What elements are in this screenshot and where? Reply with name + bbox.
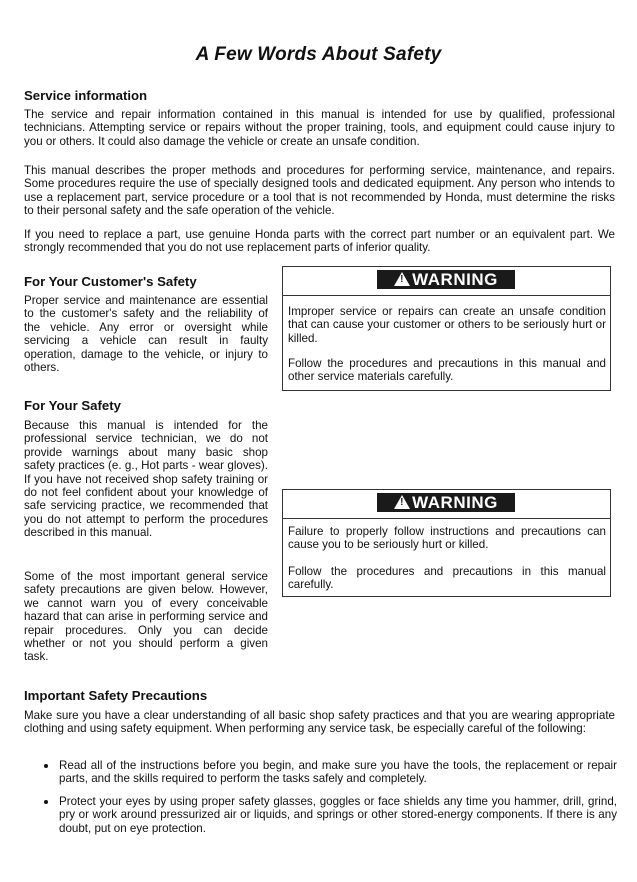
exclamation-triangle-icon: ! — [394, 272, 410, 286]
page-title: A Few Words About Safety — [195, 44, 442, 65]
warning-1-text-1: Improper service or repairs can create an unsafe condition that can cause your customer or others to be seriously hurt or killed. — [288, 305, 606, 345]
your-safety-paragraph-2: Some of the most important general service safety precautions are given below. However, we cannot warn you of every conceivable hazard that can arise in performing service and repair procedures. Only you can decide whether or not you should perform a given task. — [24, 570, 268, 664]
warning-divider-1 — [283, 295, 610, 296]
customer-safety-paragraph: Proper service and maintenance are essential to the customer's safety and the reliability of the vehicle. Any error or oversight while servicing a vehicle can result in faulty operation, damage to the vehicle, or injury to others. — [24, 294, 268, 375]
warning-label-2: ! WARNING — [377, 493, 515, 512]
precautions-intro: Make sure you have a clear understanding of all basic shop safety practices and that you are wearing appropriate clothing and using safety equipment. When performing any service task, be especially careful of the following: — [24, 709, 615, 736]
bullet-dot-icon — [44, 764, 48, 768]
warning-divider-2 — [283, 518, 610, 519]
precautions-list — [44, 759, 617, 844]
list-item: Read all of the instructions before you begin, and make sure you have the tools, the replacement or repair parts, and the skills required to perform the tasks safely and completely. — [44, 759, 617, 786]
list-item: Protect your eyes by using proper safety glasses, goggles or face shields any time you hammer, drill, grind, pry or work around pressurized air or liquids, and springs or other stored-energy components. If there is any doubt, put on eye protection. — [44, 795, 617, 835]
exclamation-triangle-icon: ! — [394, 495, 410, 509]
your-safety-heading: For Your Safety — [24, 398, 121, 413]
bullet-dot-icon — [44, 800, 48, 804]
warning-2-text-2: Follow the procedures and precautions in this manual carefully. — [288, 565, 606, 592]
warning-box-1 — [282, 266, 611, 391]
service-info-paragraph-2: This manual describes the proper methods and procedures for performing service, maintenance, and repairs. Some procedures require the use of specially designed tools and dedicated equipment. Any person who intends to use a replacement part, service procedure or a tool that is not recommended by Honda, must determine the risks to their personal safety and the safe operation of the vehicle. — [24, 164, 615, 218]
warning-label-1: ! WARNING — [377, 270, 515, 289]
your-safety-paragraph-1: Because this manual is intended for the professional service technician, we do not provide warnings about many basic shop safety practices (e. g., Hot parts - wear gloves). If you have not received shop safety training or do not feel confident about your knowledge of safe servicing practice, we recommended that you do not attempt to perform the procedures described in this manual. — [24, 419, 268, 540]
warning-2-text-1: Failure to properly follow instructions and precautions can cause you to be seriously hurt or killed. — [288, 525, 606, 552]
warning-1-text-2: Follow the procedures and precautions in this manual and other service materials carefully. — [288, 357, 606, 384]
service-info-heading: Service information — [24, 88, 148, 103]
customer-safety-heading: For Your Customer's Safety — [24, 274, 197, 289]
precautions-heading: Important Safety Precautions — [24, 688, 208, 703]
service-info-paragraph-1: The service and repair information contained in this manual is intended for use by qualified, professional technicians. Attempting service or repairs without the proper training, tools, and equipment could cause injury to you or others. It could also damage the vehicle or create an unsafe condition. — [24, 108, 615, 148]
warning-box-2 — [282, 489, 611, 597]
service-info-paragraph-3: If you need to replace a part, use genuine Honda parts with the correct part number or an equivalent part. We strongly recommended that you do not use replacement parts of inferior quality. — [24, 228, 615, 255]
